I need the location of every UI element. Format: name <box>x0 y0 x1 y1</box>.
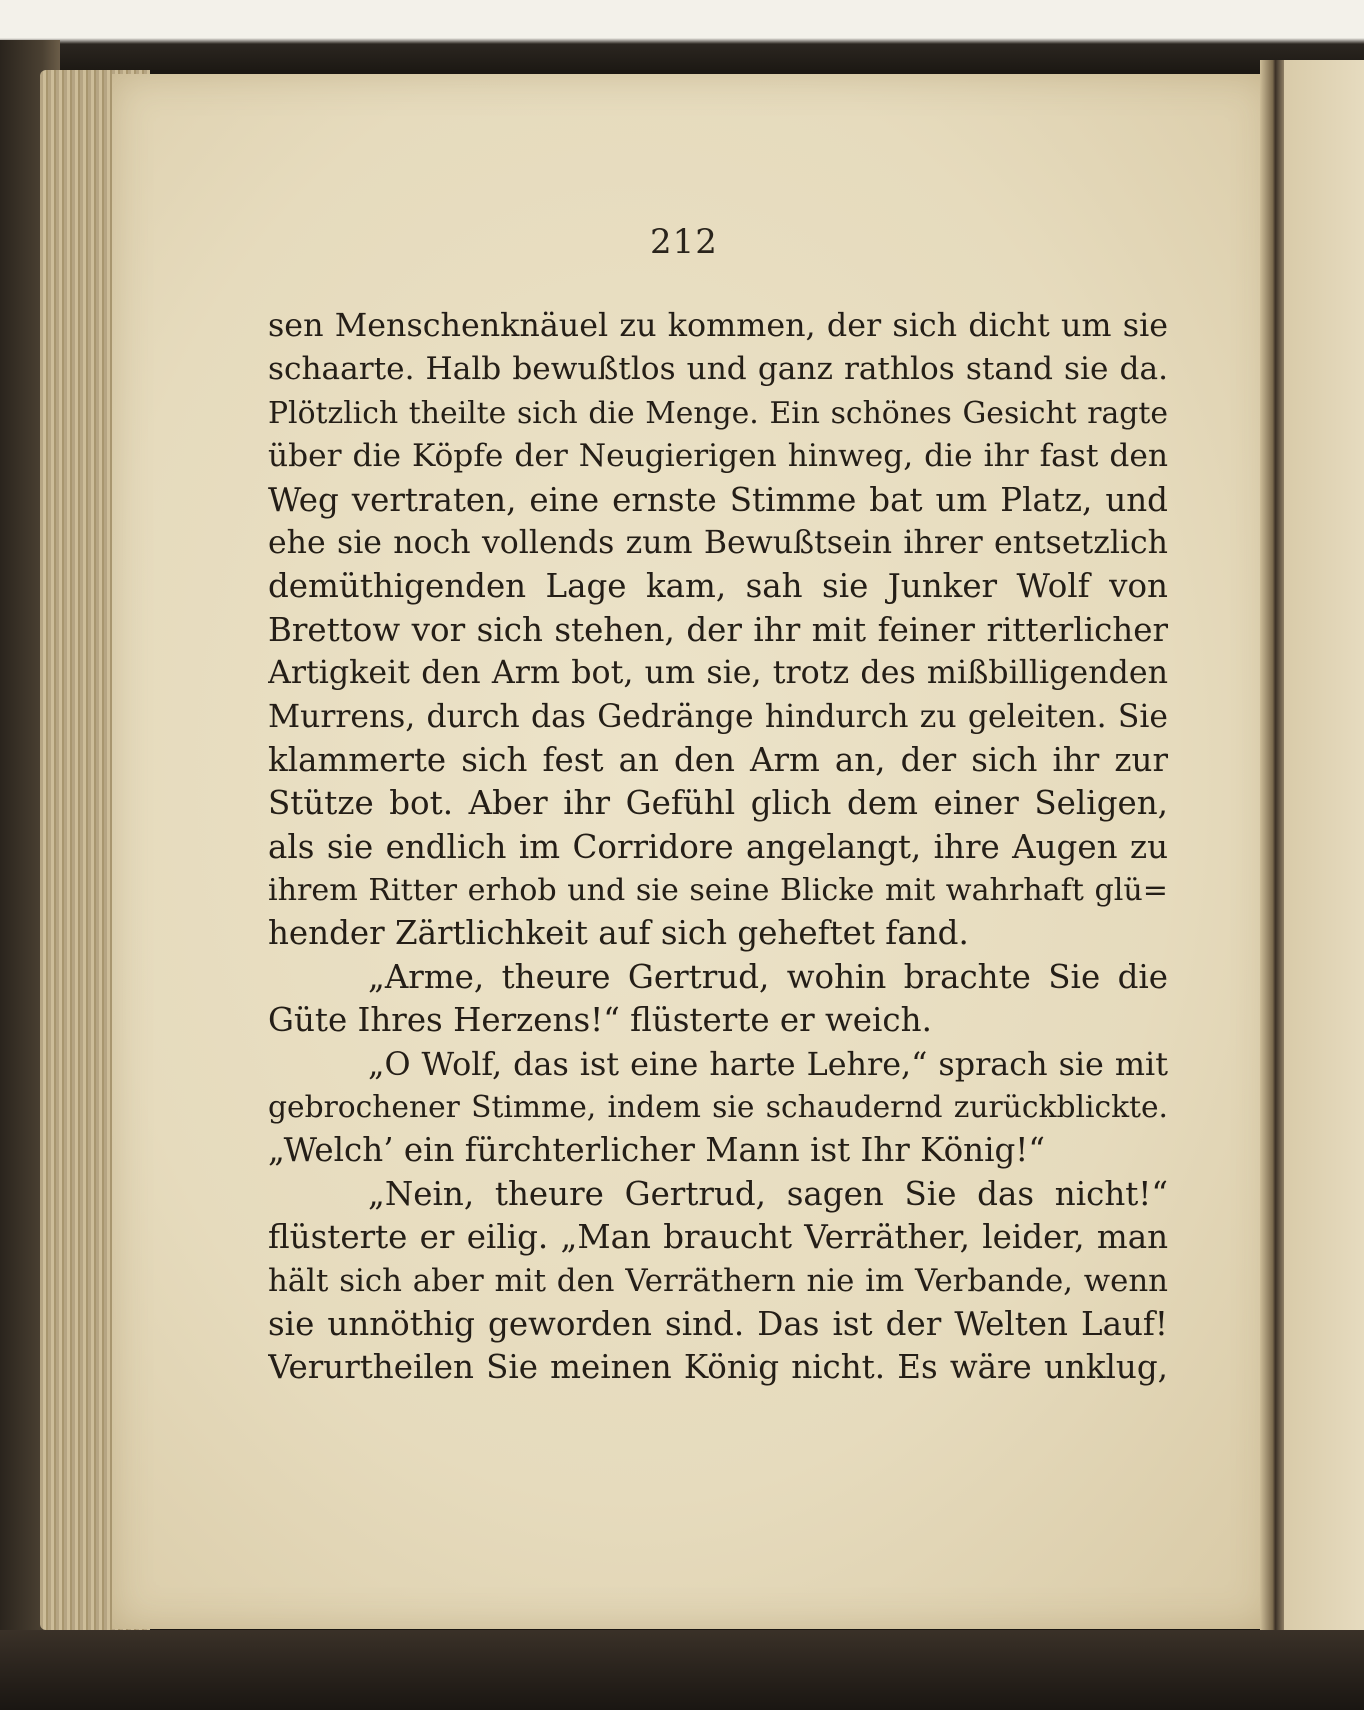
text-line: Weg vertraten, eine ernste Stimme bat um Platz, und <box>268 480 1168 519</box>
scan-background-bottom <box>0 1630 1364 1710</box>
text-line: „O Wolf, das ist eine harte Lehre,“ sprach sie mit <box>368 1045 1168 1083</box>
text-line: „Welch’ ein fürchterlicher Mann ist Ihr König!“ <box>268 1131 1045 1170</box>
body-text <box>268 305 1168 1390</box>
text-line: Brettow vor sich stehen, der ihr mit feiner ritterlicher <box>268 610 1168 649</box>
text-line: schaarte. Halb bewußtlos und ganz rathlos stand sie da. <box>268 351 1168 388</box>
text-line: hält sich aber mit den Verräthern nie im Verbande, wenn <box>268 1262 1168 1299</box>
text-line: Verurtheilen Sie meinen König nicht. Es wäre unklug, <box>268 1348 1168 1387</box>
text-line: sie unnöthig geworden sind. Das ist der Welten Lauf! <box>268 1304 1168 1343</box>
scan-background-top <box>0 0 1364 70</box>
text-line: hender Zärtlichkeit auf sich geheftet fand. <box>268 914 969 953</box>
page-number: 212 <box>650 222 718 262</box>
text-line: „Nein, theure Gertrud, sagen Sie das nicht!“ <box>368 1174 1168 1213</box>
text-line: Plötzlich theilte sich die Menge. Ein schönes Gesicht ragte <box>268 395 1168 431</box>
text-line: demüthigenden Lage kam, sah sie Junker Wolf von <box>268 567 1168 606</box>
text-line: „Arme, theure Gertrud, wohin brachte Sie die <box>368 957 1168 996</box>
text-line: Murrens, durch das Gedränge hindurch zu geleiten. Sie <box>268 698 1168 735</box>
facing-page-edge <box>1284 60 1364 1640</box>
text-line: Artigkeit den Arm bot, um sie, trotz des mißbilligenden <box>268 655 1168 692</box>
text-line: Stütze bot. Aber ihr Gefühl glich dem einer Seligen, <box>268 784 1168 823</box>
text-line: sen Menschenknäuel zu kommen, der sich dicht um sie <box>268 308 1168 344</box>
text-line: ihrem Ritter erhob und sie seine Blicke mit wahrhaft glü= <box>268 873 1168 909</box>
text-line: als sie endlich im Corridore angelangt, ihre Augen zu <box>268 827 1168 866</box>
text-line: flüsterte er eilig. „Man braucht Verräther, leider, man <box>268 1218 1168 1257</box>
text-line: klammerte sich fest an den Arm an, der sich ihr zur <box>268 740 1168 779</box>
text-line: gebrochener Stimme, indem sie schaudernd zurückblickte. <box>268 1090 1168 1126</box>
text-line: über die Köpfe der Neugierigen hinweg, die ihr fast den <box>268 438 1168 475</box>
text-line: ehe sie noch vollends zum Bewußtsein ihrer entsetzlich <box>268 524 1168 561</box>
text-line: Güte Ihres Herzens!“ flüsterte er weich. <box>268 1001 932 1040</box>
